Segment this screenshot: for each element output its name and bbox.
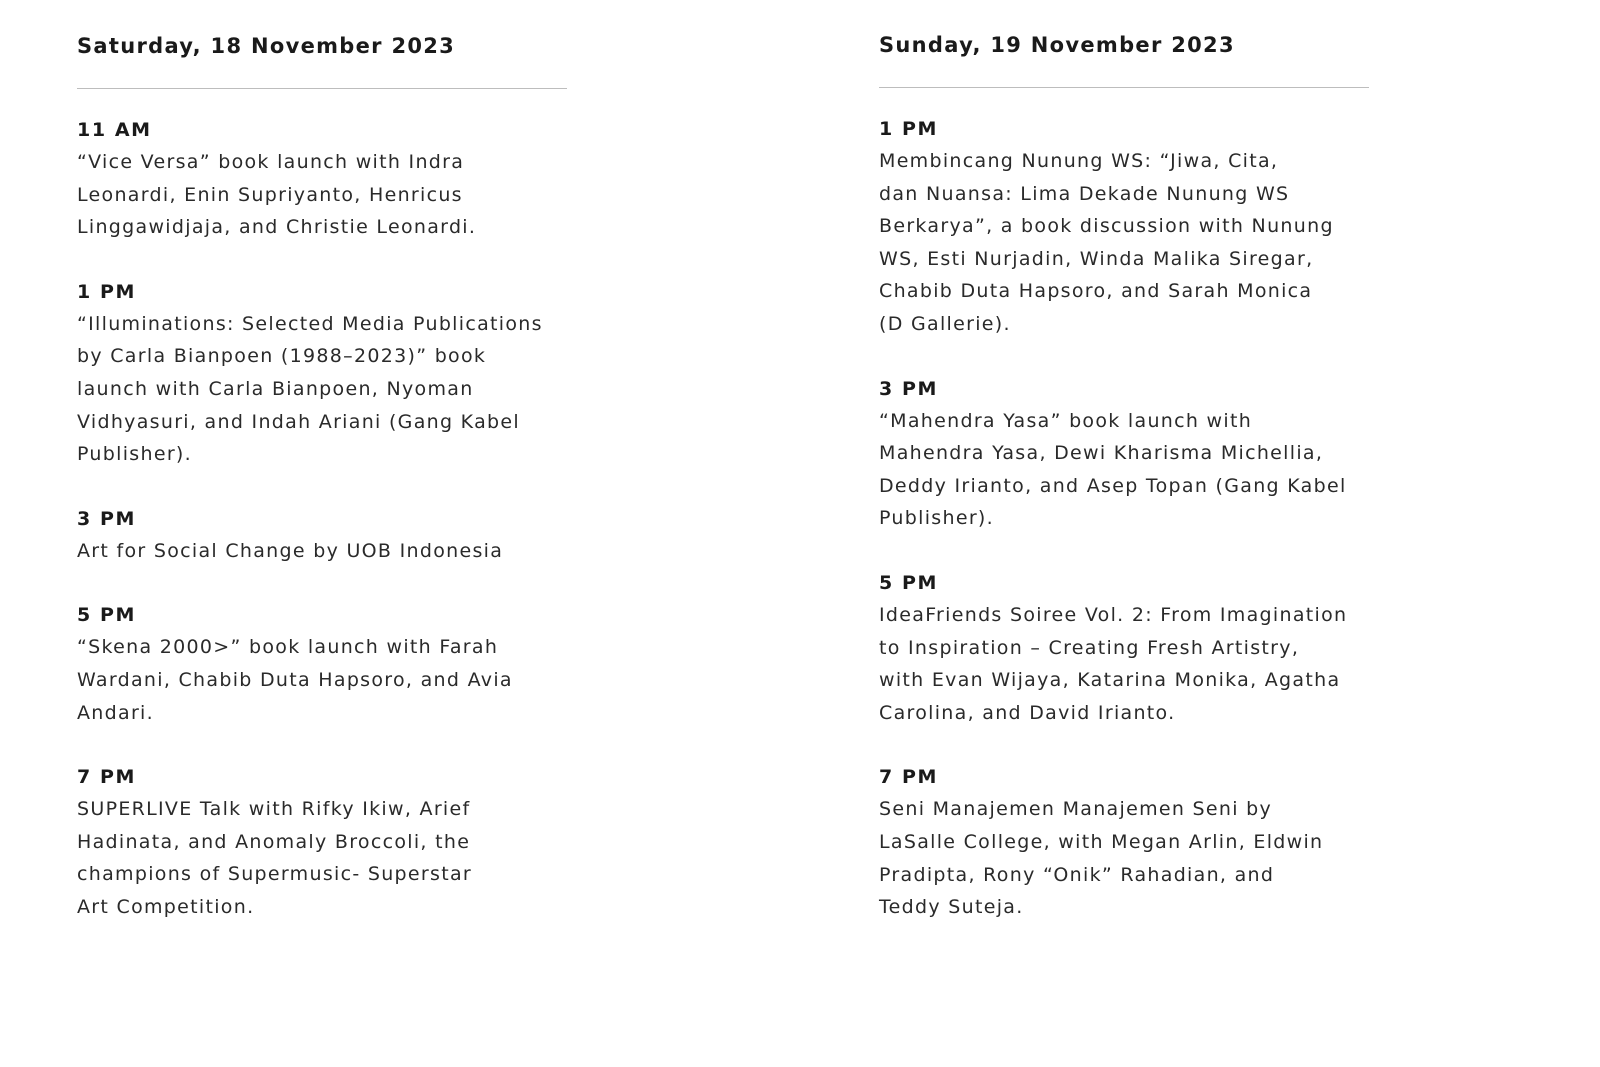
event-description-line: Berkarya”, a book discussion with Nunung	[879, 215, 1334, 238]
event-description	[879, 405, 1369, 535]
day-heading: Sunday, 19 November 2023	[879, 33, 1235, 57]
event-description-line: Publisher).	[879, 507, 994, 530]
day-divider	[879, 87, 1369, 88]
event-description-line: dan Nuansa: Lima Dekade Nunung WS	[879, 182, 1290, 205]
event-description-line: Chabib Duta Hapsoro, and Sarah Monica	[879, 280, 1313, 303]
event-description-line: “Skena 2000>” book launch with Farah	[77, 636, 499, 659]
event-item	[77, 276, 567, 471]
event-description-line: by Carla Bianpoen (1988–2023)” book	[77, 345, 487, 368]
event-description-line: IdeaFriends Soiree Vol. 2: From Imagination	[879, 603, 1348, 626]
event-time: 1 PM	[879, 118, 939, 140]
event-description	[77, 535, 567, 568]
event-description-line: “Illuminations: Selected Media Publications	[77, 312, 543, 335]
event-description	[879, 599, 1369, 729]
event-description	[77, 631, 567, 729]
event-description-line: to Inspiration – Creating Fresh Artistry,	[879, 636, 1300, 659]
event-description-line: Art for Social Change by UOB Indonesia	[77, 539, 504, 562]
event-description-line: Linggawidjaja, and Christie Leonardi.	[77, 216, 477, 239]
event-description-line: SUPERLIVE Talk with Rifky Ikiw, Arief	[77, 798, 471, 821]
event-description-line: Pradipta, Rony “Onik” Rahadian, and	[879, 863, 1275, 886]
event-description-line: “Mahendra Yasa” book launch with	[879, 409, 1253, 432]
event-item	[77, 114, 567, 244]
event-item	[77, 503, 567, 568]
event-description-line: (D Gallerie).	[879, 312, 1011, 335]
event-description-line: Deddy Irianto, and Asep Topan (Gang Kabel	[879, 474, 1347, 497]
event-description-line: launch with Carla Bianpoen, Nyoman	[77, 377, 474, 400]
event-time: 11 AM	[77, 119, 152, 141]
event-description-line: Carolina, and David Irianto.	[879, 701, 1176, 724]
event-description-line: Leonardi, Enin Supriyanto, Henricus	[77, 183, 463, 206]
event-description-line: Seni Manajemen Manajemen Seni by	[879, 798, 1273, 821]
event-time: 7 PM	[77, 766, 137, 789]
event-description-line: with Evan Wijaya, Katarina Monika, Agatha	[879, 669, 1341, 692]
event-description-line: Art Competition.	[77, 895, 255, 918]
event-description	[77, 308, 567, 471]
day-heading: Saturday, 18 November 2023	[77, 34, 456, 58]
event-item	[77, 599, 567, 729]
event-description	[77, 146, 567, 244]
event-description-line: WS, Esti Nurjadin, Winda Malika Siregar,	[879, 247, 1314, 270]
event-time: 3 PM	[77, 507, 137, 530]
event-description-line: LaSalle College, with Megan Arlin, Eldwin	[879, 830, 1324, 853]
day-divider	[77, 88, 567, 89]
event-description-line: Andari.	[77, 701, 154, 724]
event-description-line: Vidhyasuri, and Indah Ariani (Gang Kabel	[77, 410, 520, 433]
event-description-line: champions of Supermusic- Superstar	[77, 863, 473, 886]
event-list	[879, 113, 1369, 924]
event-time: 5 PM	[77, 604, 137, 627]
event-description-line: Teddy Suteja.	[879, 896, 1024, 919]
event-time: 1 PM	[77, 280, 137, 303]
event-description-line: Wardani, Chabib Duta Hapsoro, and Avia	[77, 668, 513, 691]
event-time: 7 PM	[879, 766, 939, 789]
event-item	[879, 567, 1369, 729]
event-time: 5 PM	[879, 571, 939, 594]
event-description-line: “Vice Versa” book launch with Indra	[77, 151, 465, 173]
event-time: 3 PM	[879, 377, 939, 400]
day-column-saturday	[77, 30, 567, 956]
event-description-line: Hadinata, and Anomaly Broccoli, the	[77, 830, 471, 853]
event-item	[879, 113, 1369, 341]
event-item	[77, 761, 567, 923]
event-description	[879, 793, 1369, 923]
event-description-line: Mahendra Yasa, Dewi Kharisma Michellia,	[879, 442, 1324, 465]
event-description-line: Publisher).	[77, 443, 192, 466]
event-list	[77, 114, 567, 924]
event-item	[879, 373, 1369, 535]
day-column-sunday	[879, 29, 1369, 956]
event-description	[77, 793, 567, 923]
event-description-line: Membincang Nunung WS: “Jiwa, Cita,	[879, 150, 1279, 172]
event-item	[879, 761, 1369, 923]
event-description	[879, 145, 1369, 341]
